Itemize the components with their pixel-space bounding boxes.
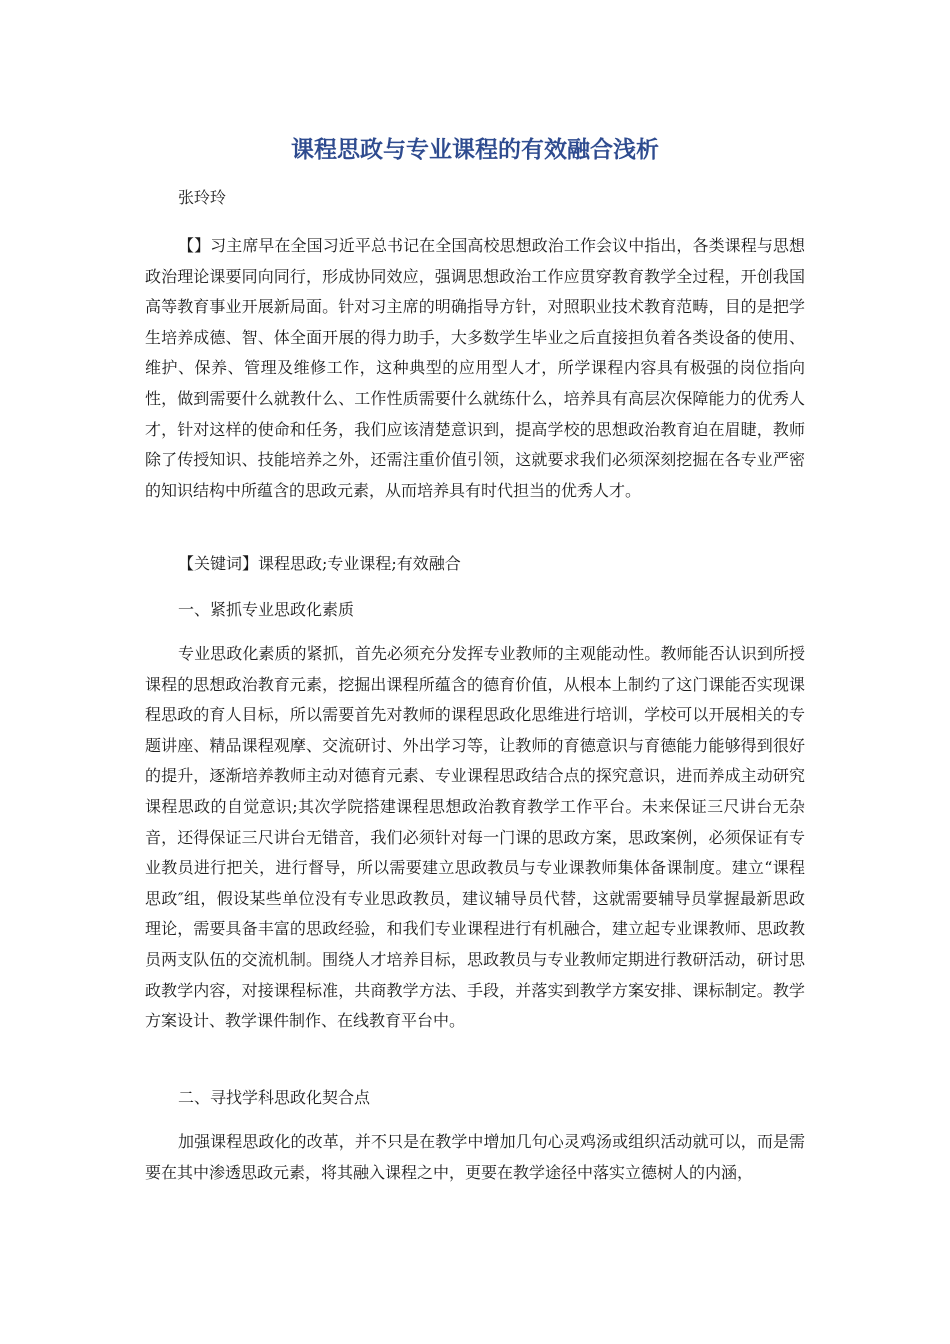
author-name: 张玲玲: [178, 188, 227, 207]
section-2-body: 加强课程思政化的改革，并不只是在教学中增加几句心灵鸡汤或组织活动就可以，而是需要在其中渗透思政元素，将其融入课程之中，更要在教学途径中落实立德树人的内涵，: [145, 1132, 805, 1182]
section-1-heading: 一、紧抓专业思政化素质: [178, 600, 355, 619]
abstract-paragraph: 【】习主席早在全国习近平总书记在全国高校思想政治工作会议中指出，各类课程与思想政治理论课要同向同行，形成协同效应，强调思想政治工作应贯穿教育教学全过程，开创我国高等教育事业开展新局面。针对习主席的明确指导方针，对照职业技术教育范畴，目的是把学生培养成德、智、体全面开展的得力助手，大多数学生毕业之后直接担负着各类设备的使用、维护、保养、管理及维修工作，这种典型的应用型人才，所学课程内容具有极强的岗位指向性，做到需要什么就教什么、工作性质需要什么就练什么，培养具有高层次保障能力的优秀人才，针对这样的使命和任务，我们应该清楚意识到，提高学校的思想政治教育迫在眉睫，教师除了传授知识、技能培养之外，还需注重价值引领，这就要求我们必须深刻挖掘在各专业严密的知识结构中所蕴含的思政元素，从而培养具有时代担当的优秀人才。: [145, 236, 805, 500]
section-2-heading: 二、寻找学科思政化契合点: [178, 1088, 371, 1107]
page-title: 课程思政与专业课程的有效融合浅析: [291, 137, 659, 163]
section-1-body: 专业思政化素质的紧抓，首先必须充分发挥专业教师的主观能动性。教师能否认识到所授课程的思想政治教育元素，挖掘出课程所蕴含的德育价值，从根本上制约了这门课能否实现课程思政的育人目标，所以需要首先对教师的课程思政化思维进行培训，学校可以开展相关的专题讲座、精品课程观摩、交流研讨、外出学习等，让教师的育德意识与育德能力能够得到很好的提升，逐渐培养教师主动对德育元素、专业课程思政结合点的探究意识，进而养成主动研究课程思政的自觉意识;其次学院搭建课程思想政治教育教学工作平台。未来保证三尺讲台无杂音，还得保证三尺讲台无错音，我们必须针对每一门课的思政方案，思政案例，必须保证有专业教员进行把关，进行督导，所以需要建立思政教员与专业课教师集体备课制度。建立“课程思政″组，假设某些单位没有专业思政教员，建议辅导员代替，这就需要辅导员掌握最新思政理论，需要具备丰富的思政经验，和我们专业课程进行有机融合，建立起专业课教师、思政教员两支队伍的交流机制。围绕人才培养目标，思政教员与专业教师定期进行教研活动，研讨思政教学内容，对接课程标准，共商教学方法、手段，并落实到教学方案安排、课标制定。教学方案设计、教学课件制作、在线教育平台中。: [145, 644, 805, 1031]
keywords-line: 【关键词】课程思政;专业课程;有效融合: [178, 554, 461, 573]
